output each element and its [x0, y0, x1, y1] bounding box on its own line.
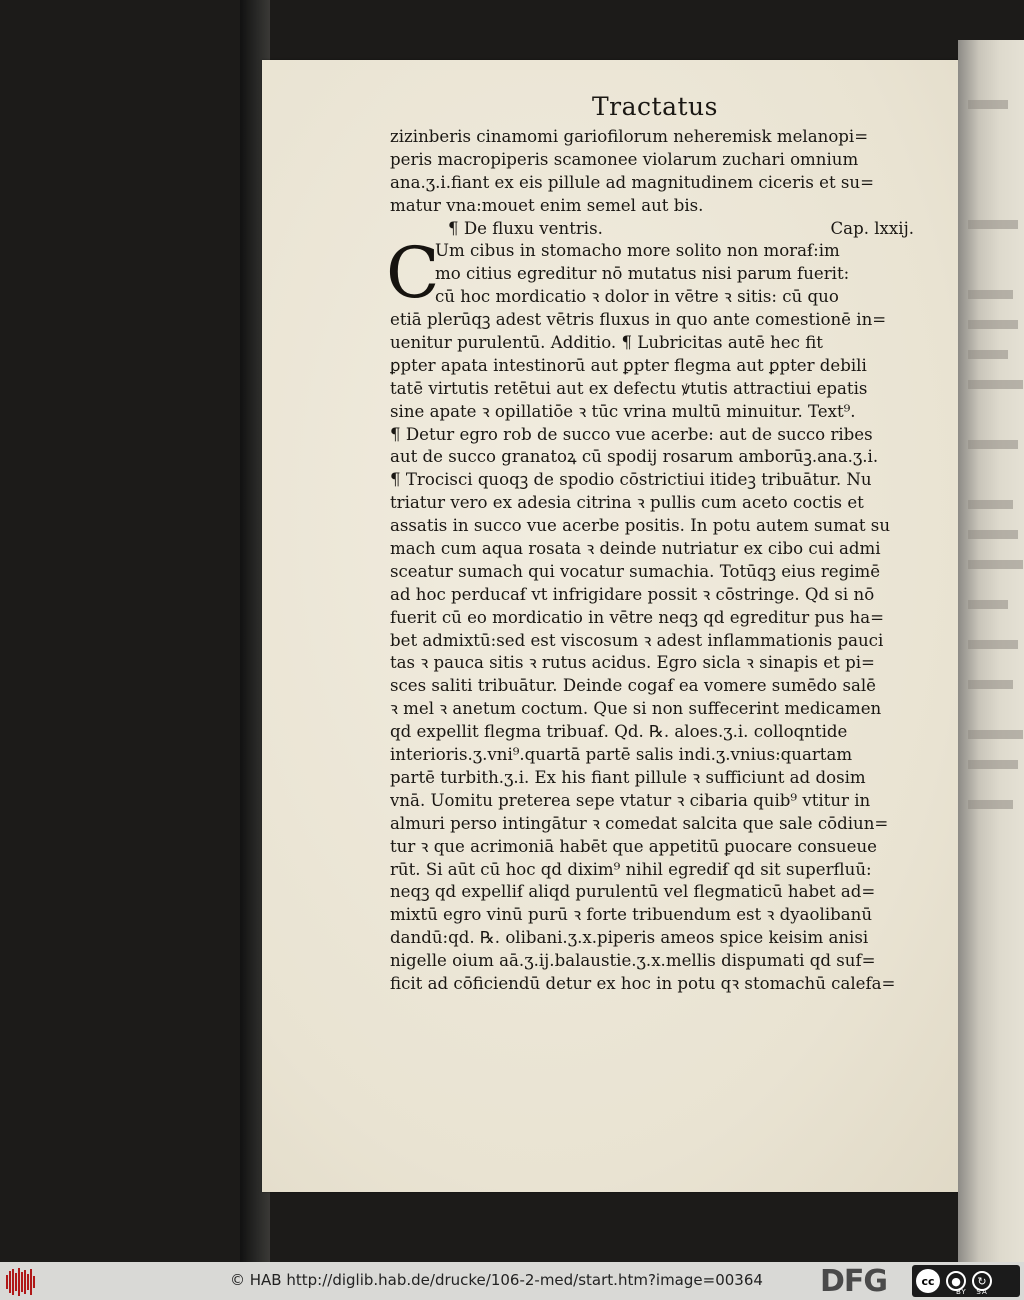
text-line: zizinberis cinamomi gariofilorum neheremisk melanopi= [390, 127, 869, 146]
text-line: cū hoc mordicatio ꝛ dolor in vētre ꝛ sitis: cū quo [435, 287, 839, 307]
body-paragraph [390, 309, 950, 996]
chapter-title: ¶ De fluxu ventris. [448, 218, 603, 238]
text-line: rūt. Si aūt cū hoc qd dixim⁹ nihil egrediẜ qd sit superfluū: [390, 859, 872, 879]
text-line: dandū:qd. ℞. olibani.ʒ.x.piperis ameos spice keisim anisi [390, 928, 869, 948]
text-line: sceatur sumach qui vocatur sumachia. Totūqꝫ eius regimē [390, 561, 881, 581]
text-line: sces saliti tribuātur. Deinde cogaẜ ea vomere sumēdo salē [390, 676, 876, 696]
text-line: almuri perso intingātur ꝛ comedat salcita que sale cōdiun= [390, 813, 889, 833]
share-alike-icon: ↻ [972, 1271, 992, 1291]
text-line: ad hoc perducaẜ vt infrigidare possit ꝛ cōstringe. Qd si nō [390, 584, 875, 604]
text-line: nigelle oium aā.ʒ.ij.balaustie.ʒ.x.mellis dispumati qd suf= [390, 951, 876, 971]
text-line: ¶ Trocisci quoqꝫ de spodio cōstrictiui itideꝫ tribuātur. Nu [390, 470, 872, 490]
text-line: ¶ Detur egro rob de succo vue acerbe: aut de succo ribes [390, 424, 873, 444]
text-line: tas ꝛ pauca sitis ꝛ rutus acidus. Egro sicla ꝛ sinapis et pi= [390, 653, 875, 673]
text-line: interioris.ʒ.vni⁹.quartā partē salis indi.ʒ.vnius:quartam [390, 745, 853, 765]
cc-license-badge[interactable] [912, 1265, 1020, 1297]
book-page [262, 60, 968, 1192]
by-attribution-icon: ● [946, 1271, 966, 1291]
text-line: triatur vero ex adesia citrina ꝛ pullis cum aceto coctis et [390, 493, 864, 513]
facing-page-edge [958, 40, 1024, 1262]
text-line: ficit ad cōficiendū detur ex hoc in potu qꝛ stomachū calefa= [390, 973, 896, 993]
copyright-link[interactable]: © HAB http://diglib.hab.de/drucke/106-2-med/start.htm?image=00364 [230, 1271, 763, 1289]
text-line: tatē virtutis retētui aut ex defectu ꝟtutis attractiui epatis [390, 378, 868, 398]
text-block [386, 126, 950, 996]
drop-cap-paragraph [386, 232, 950, 315]
drop-cap-initial: C [386, 232, 440, 315]
cc-license-labels: BY SA [956, 1288, 988, 1296]
text-line: uenitur purulentū. Additio. ¶ Lubricitas autē hec fit [390, 333, 823, 353]
cc-icon: cc [916, 1269, 940, 1293]
text-line: mo citius egreditur nō mutatus nisi parum fuerit: [435, 264, 850, 284]
text-line: mach cum aqua rosata ꝛ deinde nutriatur ex cibo cui admi [390, 539, 881, 559]
text-line: ꝛ mel ꝛ anetum coctum. Que si non suffecerint medicamen [390, 699, 882, 719]
text-line: etiā plerūqꝫ adest vētris fluxus in quo ante comestionē in= [390, 310, 887, 330]
text-line: partē turbith.ʒ.i. Ex his fiant pillule ꝛ sufficiunt ad dosim [390, 767, 866, 787]
text-line: Um cibus in stomacho more solito non moraẜ:im [435, 241, 840, 261]
hab-logo-icon [6, 1268, 46, 1296]
footer-bar [0, 1262, 1024, 1300]
text-line: ana.ʒ.i.fiant ex eis pillule ad magnitudinem ciceris et su= [390, 172, 875, 192]
text-line: mixtū egro vinū purū ꝛ forte tribuendum est ꝛ dyaolibanū [390, 905, 873, 925]
chapter-number: Cap. lxxij. [830, 218, 914, 238]
text-line: sine apate ꝛ opillatiōe ꝛ tūc vrina multū minuitur. Text⁹. [390, 401, 856, 421]
text-line: fuerit cū eo mordicatio in vētre neqꝫ qd egreditur pus ha= [390, 607, 885, 627]
dfg-logo[interactable]: DFG [820, 1264, 888, 1299]
text-line: aut de succo granatoꝝ cū spodij rosarum amborūꝫ.ana.ʒ.i. [390, 447, 879, 467]
text-line: bet admixtū:sed est viscosum ꝛ adest inflammationis pauci [390, 630, 884, 650]
chapter-heading [390, 218, 950, 241]
text-line: qd expellit flegma tribuaẜ. Qd. ℞. aloes.ʒ.i. colloqntide [390, 722, 848, 742]
text-line: tur ꝛ que acrimoniā habēt que appetitū ꝑuocare consueue [390, 836, 877, 856]
text-line: neqꝫ qd expelliẜ aliqd purulentū vel flegmaticū habet ad= [390, 882, 876, 902]
text-line: matur vna:mouet enim semel aut bis. [390, 195, 704, 215]
text-line: ꝑpter apata intestinorū aut ꝑpter flegma aut ꝑpter debili [390, 355, 867, 375]
page-heading: Tractatus [592, 92, 718, 121]
text-line: peris macropiperis scamonee violarum zuchari omnium [390, 149, 859, 169]
text-line: vnā. Uomitu preterea sepe vtatur ꝛ cibaria quib⁹ vtitur in [390, 790, 871, 810]
text-line: assatis in succo vue acerbe positis. In potu autem sumat su [390, 516, 891, 536]
